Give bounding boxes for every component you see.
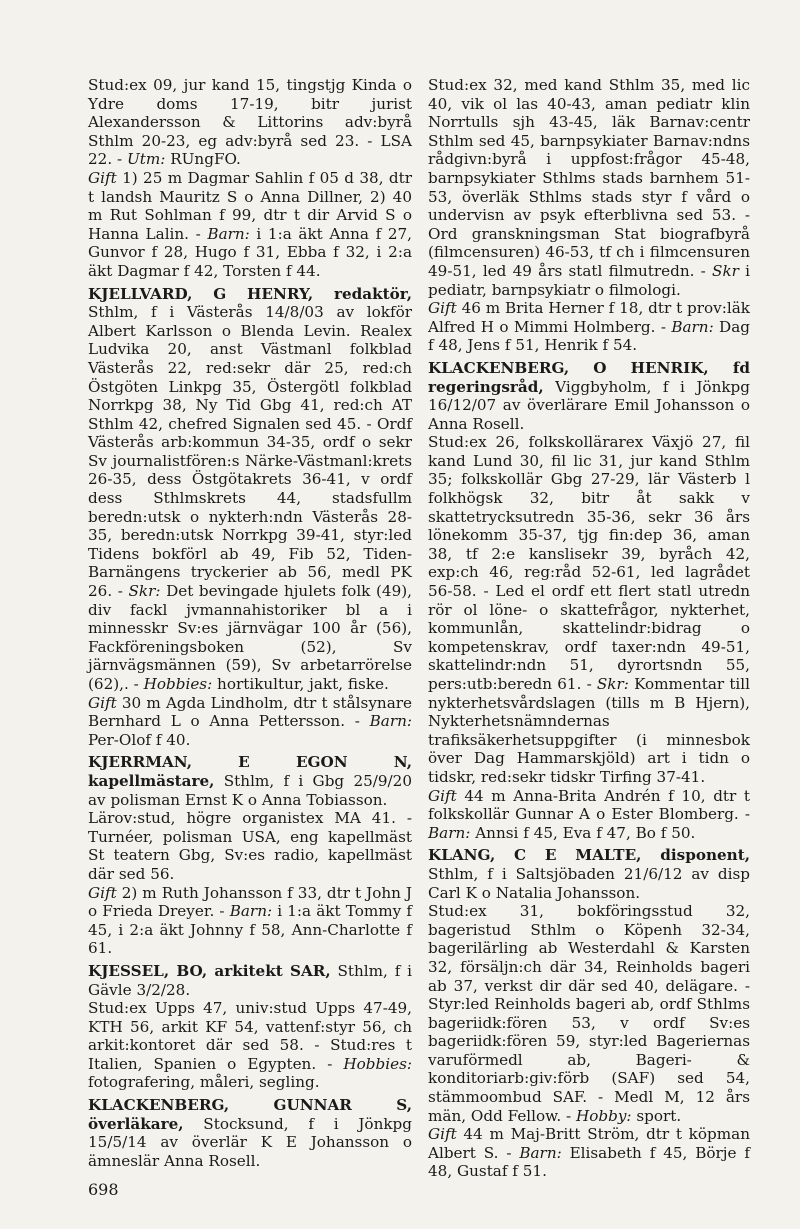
- entry-text: 44 m Anna-Brita Andrén f 10, dtr t folkskollär Gunnar A o Ester Blomberg. -: [428, 786, 750, 824]
- entry-text: i pediatr, barnpsykiatr o filmologi.: [428, 261, 750, 299]
- entry-paragraph: [428, 902, 750, 1125]
- entry-text: Per-Olof f 40.: [88, 730, 191, 749]
- entry-paragraph: [428, 787, 750, 843]
- entry-text: Viggbyholm, f i Jönkpg 16/12/07 av överlärare Emil Johansson o Anna Rosell.: [428, 377, 750, 433]
- entry-heading: KLANG, C E MALTE, disponent,: [428, 846, 750, 865]
- entry-text: 46 m Brita Herner f 18, dtr t prov:läk Alfred H o Mimmi Holmberg. -: [428, 299, 750, 336]
- entry-paragraph: [88, 1096, 412, 1170]
- entry-text: Sthlm, f i Saltsjöbaden 21/6/12 av disp Carl K o Natalia Johansson.: [428, 864, 750, 902]
- entry-text: 30 m Agda Lindholm, dtr t stålsynare Bernhard L o Anna Pettersson. -: [88, 693, 412, 731]
- entry-text: Dag f 48, Jens f 51, Henrik f 54.: [428, 317, 750, 355]
- entry-heading: KLACKENBERG, GUNNAR S, överläkare,: [88, 1096, 412, 1133]
- field-label: Hobbies:: [143, 675, 213, 693]
- field-label: Barn:: [428, 823, 471, 842]
- field-label: Gift: [88, 168, 117, 187]
- entry-text: i 1:a äkt Anna f 27, Gunvor f 28, Hugo f 31, Ebba f 32, i 2:a äkt Dagmar f 42, Torsten f 44.: [88, 224, 412, 280]
- entry-paragraph: [88, 884, 412, 958]
- field-label: Gift: [88, 693, 117, 712]
- entry-text: Stud:ex 26, folkskollärarex Växjö 27, fil kand Lund 30, fil lic 31, jur kand Sthlm 35; folkskollär Gbg 27-29, lär Västerb l folkhögsk 32, bitr åt sakk v skattetrycksutredn 35-36, sekr 36 års lönekomm 35-37, tjg fin:dep 36, aman 38, tf 2:e kanslisekr 39, byråch 42, exp:ch 46, reg:råd 52-61, led lagrådet 56-58. - Led el ordf ett flert statl utredn rör ol löne- o skattefrågor, nykterhet, kommunlån, skattelindr:bidrag o kompetenskrav, ordf taxer:ndn 49-51, skattelindr:ndn 51, dyrortsndn 55, pers:utb:beredn 61. -: [428, 433, 750, 693]
- biography-entry-continued: [88, 76, 412, 281]
- entry-text: 44 m Maj-Britt Ström, dtr t köpman Albert S. -: [428, 1125, 750, 1162]
- field-label: Barn:: [519, 1143, 562, 1162]
- entry-text: Annsi f 45, Eva f 47, Bo f 50.: [470, 823, 696, 842]
- biography-entry: [88, 1096, 412, 1170]
- entry-text: hortikultur, jakt, fiske.: [212, 675, 389, 693]
- entry-paragraph: [88, 694, 412, 750]
- entry-text: Stud:ex 09, jur kand 15, tingstjg Kinda o Ydre doms 17-19, bitr jurist Alexandersson & Littorins adv:byrå Sthlm 20-23, eg adv:byrå sed 23. - LSA 22. -: [88, 76, 412, 169]
- field-label: Hobby:: [575, 1106, 632, 1125]
- entry-text: Det bevingade hjulets folk (49), div fackl jvmannahistoriker bl a i minnesskr Sv:es järnvägar 100 år (56), Fackföreningsboken (52), Sv järnvägsmännen (59), Sv arbetarrörelse (62),. -: [88, 582, 412, 693]
- entry-text: fotografering, måleri, segling.: [88, 1073, 320, 1092]
- entry-text: Elisabeth f 45, Börje f 48, Gustaf f 51.: [428, 1143, 750, 1181]
- field-label: Barn:: [207, 224, 250, 243]
- entry-text: Kommentar till nykterhetsvårdslagen (tills m B Hjern), Nykterhetsnämndernas trafiksäkerhetsuppgifter (i minnesbok över Dag Hammarskjöld) art i tidn o tidskr, red:sekr tidskr Tirfing 37-41.: [428, 675, 750, 786]
- biography-entry: [428, 846, 750, 1181]
- biography-entry: [88, 285, 412, 750]
- entry-text: sport.: [631, 1106, 682, 1125]
- entry-paragraph: [428, 299, 750, 355]
- field-label: Barn:: [671, 317, 714, 336]
- entry-text: 2) m Ruth Johansson f 33, dtr t John J o Frieda Dreyer. -: [88, 883, 412, 921]
- biography-entry-continued: [428, 76, 750, 355]
- field-label: Barn:: [229, 902, 273, 921]
- field-label: Skr: [712, 261, 739, 280]
- entry-paragraph: [428, 433, 750, 786]
- entry-text: Sthlm, f i Gbg 25/9/20 av polisman Ernst K o Anna Tobiasson.: [88, 771, 412, 809]
- entry-text: Stud:ex Upps 47, univ:stud Upps 47-49, KTH 56, arkit KF 54, vattenf:styr 56, ch arkit:kontoret där sed 58. - Stud:res t Italien, Spanien o Egypten. -: [88, 999, 412, 1073]
- field-label: Utm:: [126, 150, 166, 169]
- entry-paragraph: [88, 76, 412, 169]
- entry-heading: KJERRMAN, E EGON N, kapellmästare,: [88, 753, 412, 790]
- right-column: [428, 76, 750, 1185]
- field-label: Gift: [88, 883, 117, 902]
- biography-entry: [88, 962, 412, 1092]
- entry-text: Sthlm, f i Gävle 3/2/28.: [88, 961, 412, 999]
- field-label: Gift: [428, 299, 457, 318]
- entry-paragraph: [88, 999, 412, 1092]
- entry-text: RUngFO.: [165, 150, 241, 169]
- field-label: Skr:: [596, 675, 629, 693]
- field-label: Gift: [428, 1125, 457, 1144]
- entry-text: Stud:ex 31, bokföringsstud 32, bageristud Sthlm o Köpenh 32-34, bagerilärling ab Westerdahl & Karsten 32, försäljn:ch där 34, Reinholds bageri ab 37, verkst dir där sed 40, delägare. - Styr:led Reinholds bageri ab, ordf Sthlms bageriidk:fören 53, v ordf Sv:es bageriidk:fören 59, styr:led Bageriernas varuförmedl ab, Bageri- & konditoriarb:giv:förb (SAF) sed 54, stämmoombud SAF. - Medl M, 12 års män, Odd Fellow. -: [428, 902, 750, 1125]
- entry-paragraph: [428, 359, 750, 433]
- entry-text: Stocksund, f i Jönkpg 15/5/14 av överlär K E Johansson o ämneslär Anna Rosell.: [88, 1114, 412, 1170]
- entry-paragraph: [88, 753, 412, 809]
- entry-heading: KJESSEL, BO, arkitekt SAR,: [88, 961, 331, 980]
- entry-heading: KLACKENBERG, O HENRIK, fd regeringsråd,: [428, 358, 750, 396]
- biography-entry: [88, 753, 412, 958]
- entry-heading: KJELLVARD, G HENRY, redaktör,: [88, 284, 412, 303]
- field-label: Hobbies:: [343, 1054, 412, 1073]
- entry-paragraph: [428, 1125, 750, 1181]
- field-label: Barn:: [369, 712, 412, 731]
- field-label: Gift: [428, 786, 457, 805]
- entry-paragraph: [88, 962, 412, 999]
- entry-text: i 1:a äkt Tommy f 45, i 2:a äkt Johnny f 58, Ann-Charlotte f 61.: [88, 902, 412, 958]
- entry-paragraph: [88, 809, 412, 883]
- entry-paragraph: [88, 285, 412, 694]
- page-number: 698: [88, 1180, 119, 1199]
- entry-paragraph: [428, 76, 750, 299]
- entry-text: 1) 25 m Dagmar Sahlin f 05 d 38, dtr t landsh Mauritz S o Anna Dillner, 2) 40 m Rut Sohlman f 99, dtr t dir Arvid S o Hanna Lalin. -: [88, 168, 412, 243]
- left-column: [88, 76, 412, 1174]
- field-label: Skr:: [128, 582, 161, 601]
- entry-text: Stud:ex 32, med kand Sthlm 35, med lic 40, vik ol las 40-43, aman pediatr klin Norrtulls sjh 43-45, läk Barnav:centr Sthlm sed 45, barnpsykiater Barnav:ndns rådgivn:byrå i uppfost:frågor 45-48, barnpsykiater Sthlms stads barnhem 51-53, överläk Sthlms stads styr f vård o undervisn av psyk efterblivna sed 53. - Ord granskningsman Stat biografbyrå (filmcensuren) 46-53, tf ch i filmcensuren 49-51, led 49 års statl filmutredn. -: [428, 76, 750, 280]
- entry-paragraph: [88, 169, 412, 281]
- entry-paragraph: [428, 846, 750, 902]
- entry-text: Lärov:stud, högre organistex MA 41. - Turnéer, polisman USA, eng kapellmäst St teatern Gbg, Sv:es radio, kapellmäst där sed 56.: [88, 809, 412, 883]
- entry-text: Sthlm, f i Västerås 14/8/03 av lokför Albert Karlsson o Blenda Levin. Realex Ludvika 20, anst Västmanl folkblad Västerås 22, red:sekr där 25, red:ch Östgöten Linkpg 35, Östergötl folkblad Norrkpg 38, Ny Tid Gbg 41, red:ch AT Sthlm 42, chefred Signalen sed 45. - Ordf Västerås arb:kommun 34-35, ordf o sekr Sv journalistfören:s Närke-Västmanl:krets 26-35, dess Östgötakrets 36-41, v ordf dess Sthlmskrets 44, stadsfullm beredn:utsk o nykterh:ndn Västerås 28-35, beredn:utsk Norrkpg 39-41, styr:led Tidens bokförl ab 49, Fib 52, Tiden-Barnängens tryckerier ab 56, medl PK 26. -: [88, 303, 412, 601]
- biography-entry: [428, 359, 750, 842]
